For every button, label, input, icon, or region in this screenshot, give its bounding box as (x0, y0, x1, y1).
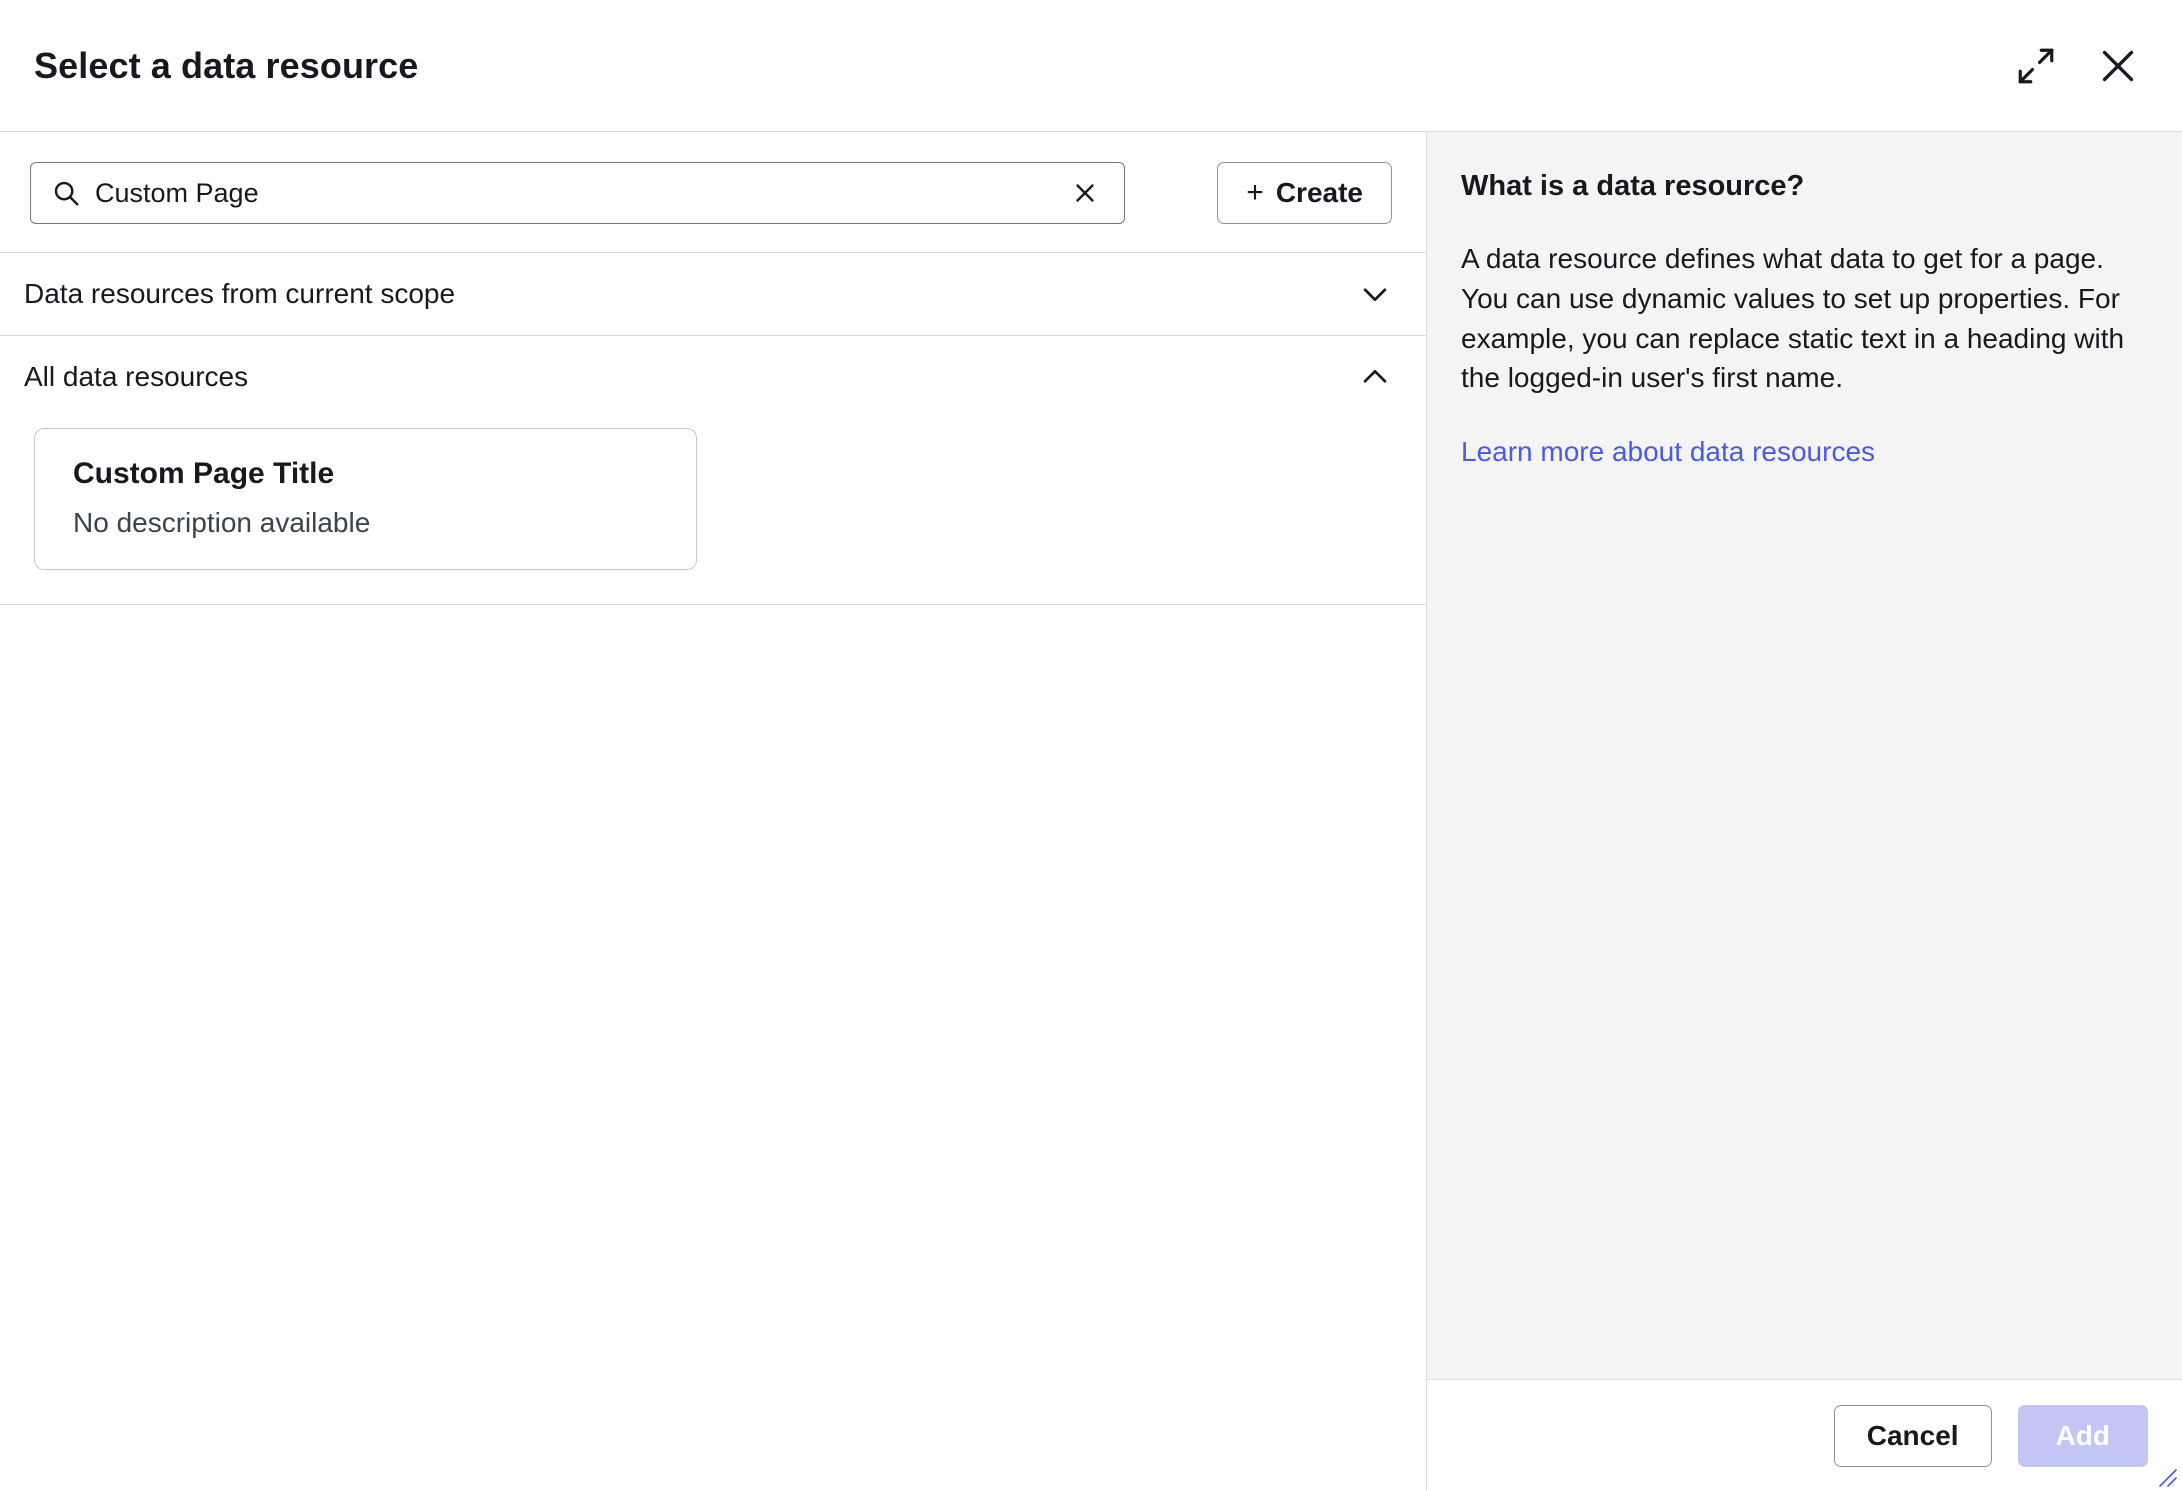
create-button-label: Create (1275, 177, 1363, 208)
chevron-down-icon[interactable] (1358, 277, 1392, 311)
search-row (0, 132, 1426, 252)
dialog-header (0, 0, 2182, 132)
search-input[interactable] (95, 178, 1064, 209)
page-title: Select a data resource (34, 44, 419, 86)
list-item[interactable] (34, 428, 697, 570)
section-label: Data resources from current scope (24, 278, 456, 309)
list-empty-area (0, 605, 1426, 1491)
section-all-resources (0, 335, 1426, 604)
resize-handle[interactable] (2152, 1462, 2178, 1488)
cancel-button[interactable]: Cancel (1834, 1405, 1992, 1467)
section-header-current-scope[interactable] (0, 253, 1426, 335)
chevron-up-icon[interactable] (1358, 360, 1392, 394)
header-actions (2010, 40, 2144, 92)
info-heading: What is a data resource? (1461, 170, 1805, 202)
resource-description: No description available (73, 507, 371, 538)
resource-list-pane (0, 132, 1427, 1491)
section-header-all-resources[interactable] (0, 336, 1426, 418)
section-content-all-resources (0, 418, 1426, 604)
search-box[interactable] (30, 162, 1125, 224)
learn-more-link[interactable]: Learn more about data resources (1461, 436, 1876, 467)
section-label: All data resources (24, 361, 249, 392)
expand-diagonal-icon[interactable] (2010, 40, 2062, 92)
section-current-scope (0, 252, 1426, 335)
resource-title: Custom Page Title (73, 457, 335, 490)
create-button[interactable] (1217, 162, 1392, 224)
search-icon (51, 178, 81, 208)
plus-icon: + (1246, 176, 1264, 209)
clear-search-icon[interactable] (1064, 178, 1106, 208)
info-spacer (1427, 468, 2182, 1379)
close-icon[interactable] (2092, 40, 2144, 92)
dialog-body (0, 132, 2182, 1491)
info-content (1427, 132, 2182, 468)
add-button[interactable]: Add (2018, 1405, 2148, 1467)
info-pane (1427, 132, 2182, 1491)
info-body: A data resource defines what data to get for a page. You can use dynamic values to set up properties. For example, you can replace static text in a heading with the logged-in user's first name. (1461, 243, 2125, 394)
dialog-footer (1427, 1379, 2182, 1491)
